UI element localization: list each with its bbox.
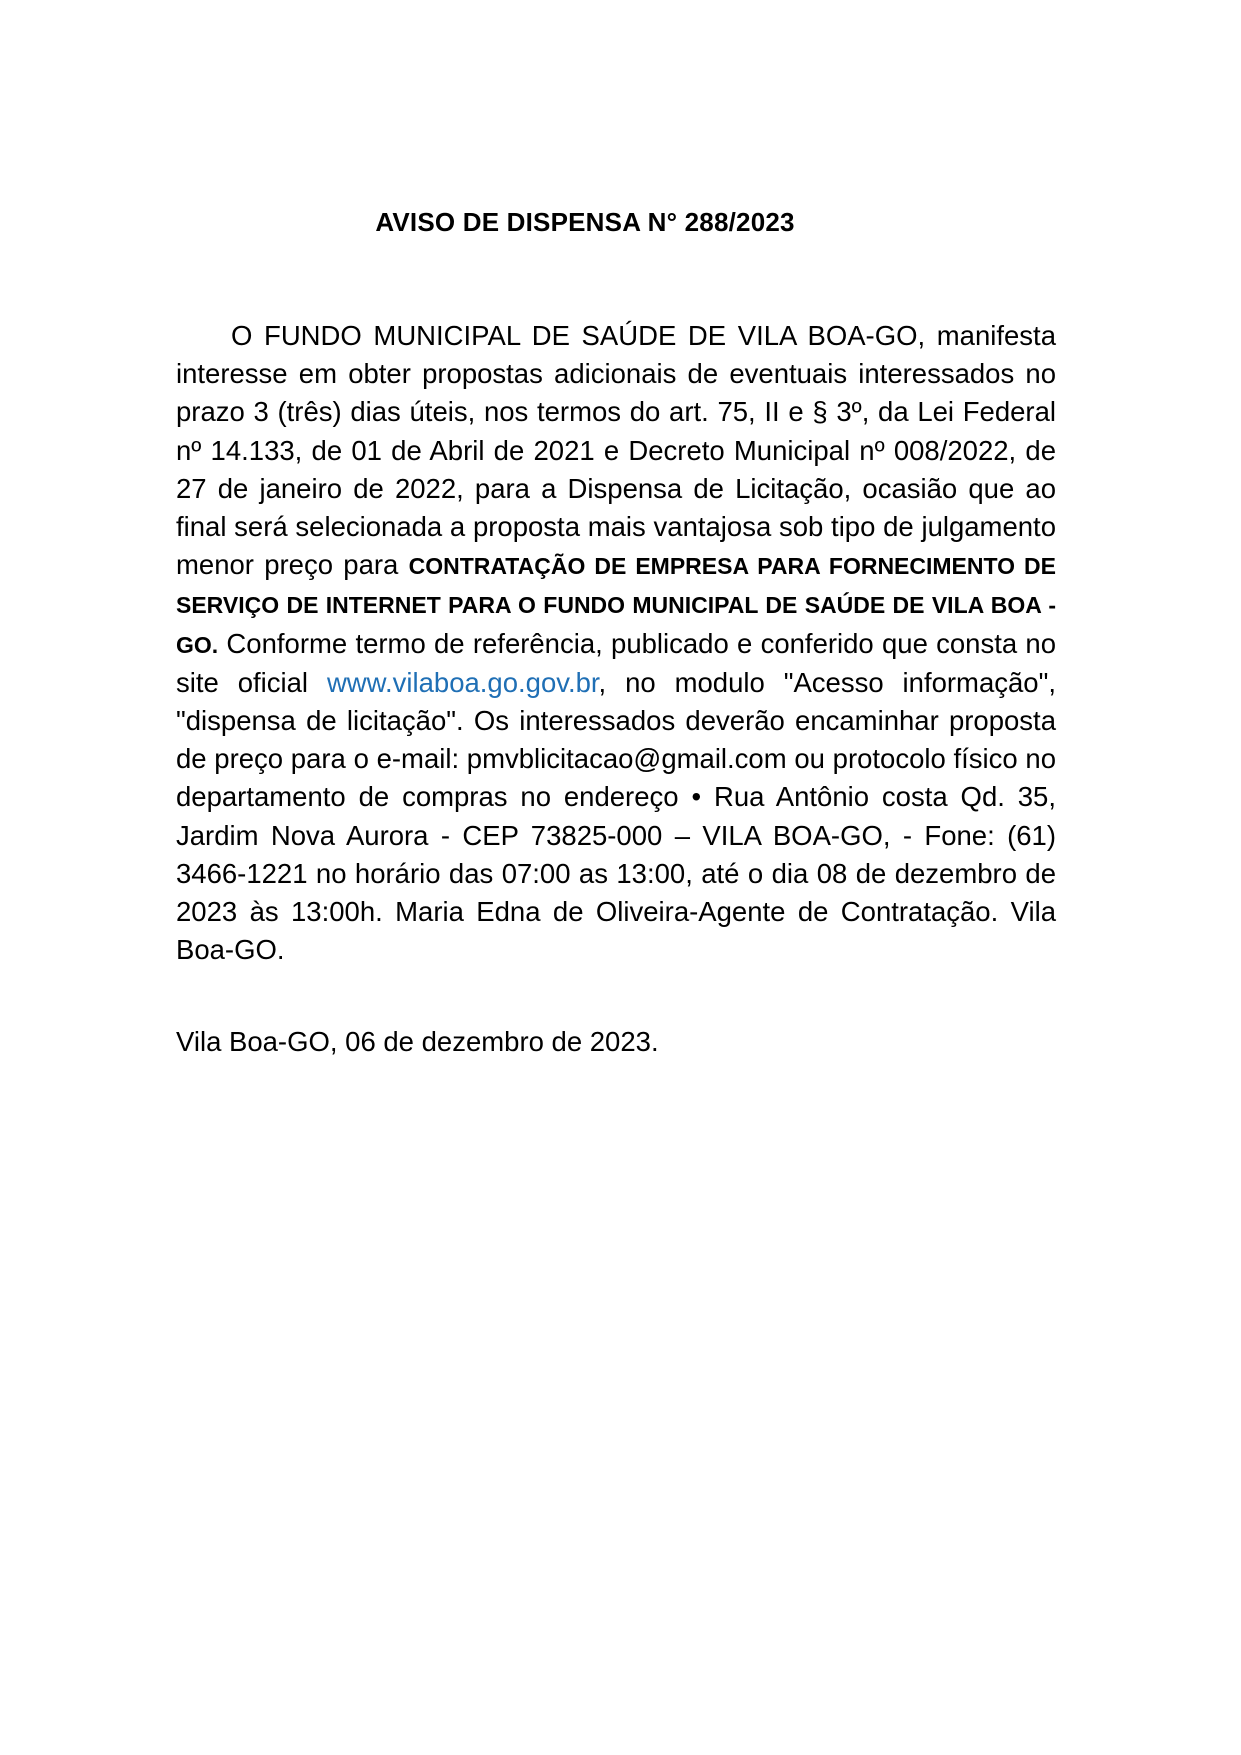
date-line: Vila Boa-GO, 06 de dezembro de 2023.	[176, 1026, 659, 1057]
contract-object: CONTRATAÇÃO DE EMPRESA PARA FORNECIMENTO DE SERVIÇO DE INTERNET PARA O FUNDO MUNICIPAL DE SAÚDE DE VILA BOA - GO.	[176, 553, 1057, 658]
notice-body-intro: O FUNDO MUNICIPAL DE SAÚDE DE VILA BOA-GO, manifesta interesse em obter propostas adicionais de eventuais interessados no prazo 3 (três) dias úteis, nos termos do art. 75, II e § 3º, da Lei Federal nº 14.133, de 01 de Abril de 2021 e Decreto Municipal nº 008/2022, de 27 de janeiro de 2022, para a Dispensa de Licitação, ocasião que ao final será selecionada a proposta mais vantajosa sob tipo de julgamento menor preço para	[176, 320, 1056, 581]
notice-body	[176, 317, 1056, 969]
notice-body-instructions: , no modulo "Acesso informação", "dispensa de licitação". Os interessados deverão encaminhar proposta de preço para o e-mail: pmvblicitacao@gmail.com ou protocolo físico no departamento de compras no endereço • Rua Antônio costa Qd. 35, Jardim Nova Aurora - CEP 73825-000 – VILA BOA-GO, - Fone: (61) 3466-1221 no horário das 07:00 as 13:00, até o dia 08 de dezembro de 2023 às 13:00h. Maria Edna de Oliveira-Agente de Contratação. Vila Boa-GO.	[176, 666, 1056, 966]
document-title: AVISO DE DISPENSA N° 288/2023	[375, 207, 795, 237]
website-link[interactable]: www.vilaboa.go.gov.br	[326, 666, 599, 698]
notice-body-reference: Conforme termo de referência, publicado e conferido que consta no site oficial	[176, 627, 1056, 698]
